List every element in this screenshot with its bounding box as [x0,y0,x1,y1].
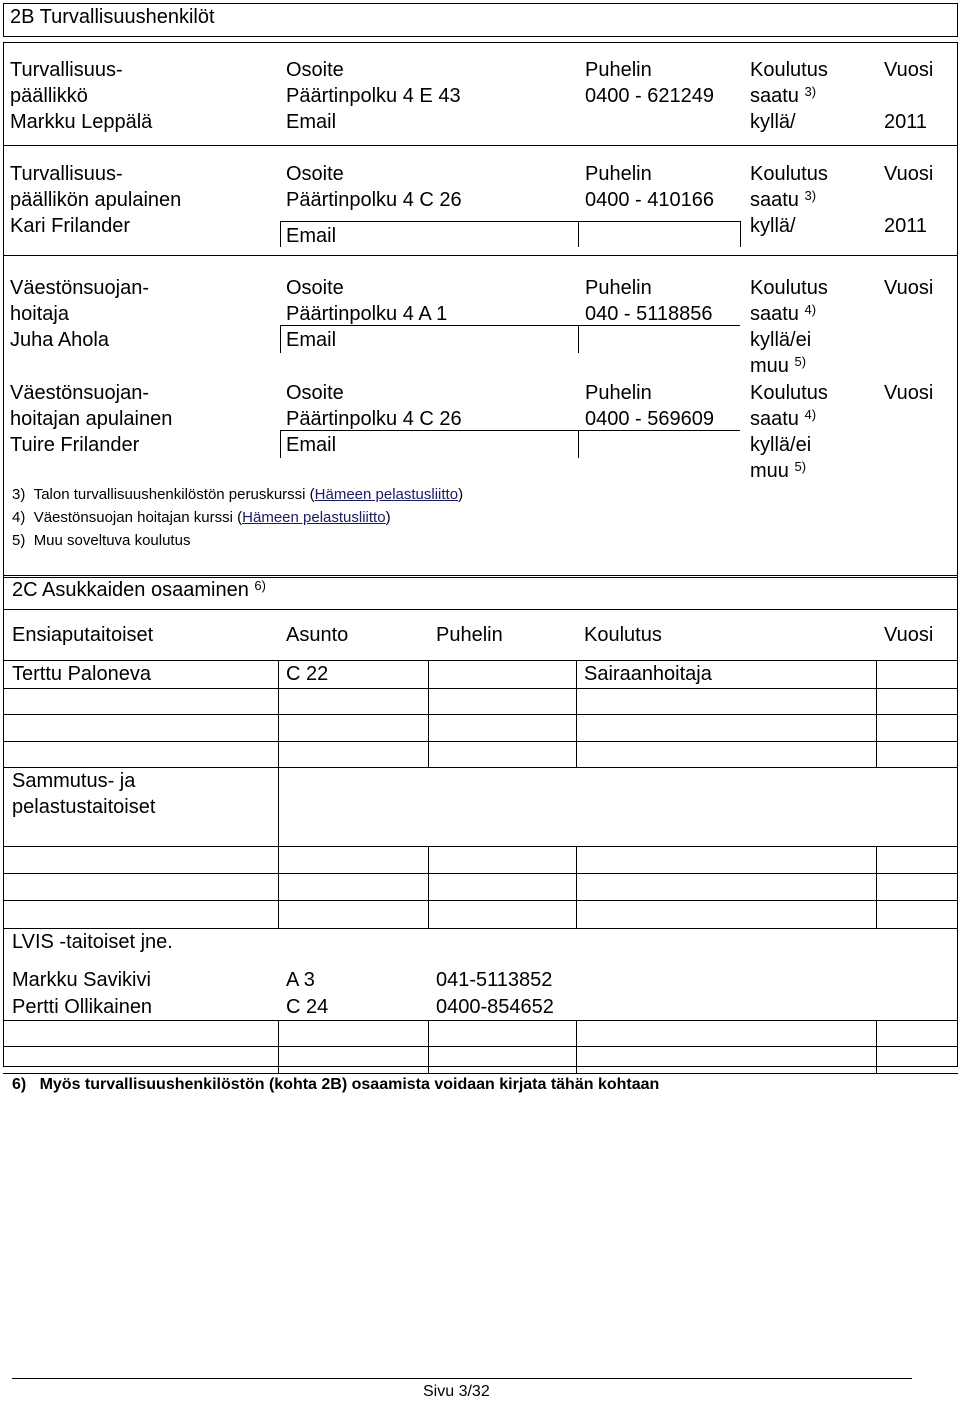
column-rule [576,846,577,928]
footnote-text-end: ) [458,486,464,503]
footer-rule [12,1378,912,1379]
phone-value: 0400 - 569609 [585,408,715,430]
header-apartment: Asunto [286,624,349,646]
role-line: päällikkö [10,85,88,107]
header-year: Vuosi [884,624,934,646]
email-label: Email [286,111,337,133]
resident-phone: 041-5113852 [436,969,553,991]
column-rule [576,660,577,767]
phone-label: Puhelin [585,277,652,299]
column-rule [280,221,281,247]
year-value: 2011 [884,111,928,133]
section-2c-title [12,577,266,603]
row-rule [3,1020,958,1021]
footnote-ref: 5) [794,354,807,369]
footnote-number: 6) [12,1076,27,1093]
training-obtained [750,301,816,327]
resident-phone: 0400-854652 [436,996,554,1018]
other-text: muu [750,355,789,377]
person-name: Markku Leppälä [10,111,153,133]
phone-label: Puhelin [585,163,652,185]
footnote-text: Muu soveltuva koulutus [33,532,191,549]
training-answer: kyllä/ei [750,329,812,351]
page-number: Sivu 3/32 [423,1383,490,1400]
training-other [750,353,806,379]
row-rule [3,900,958,901]
row-rule [3,1046,958,1047]
column-rule [876,1020,877,1073]
role-line: hoitaja [10,303,69,325]
obtained-text: saatu [750,408,799,430]
footnote-6 [12,1073,659,1097]
address-value: Päärtinpolku 4 C 26 [286,189,462,211]
address-email-rule [280,221,740,222]
column-rule [876,846,877,928]
footnote-ref: 4) [804,302,817,317]
phone-value: 0400 - 621249 [585,85,715,107]
column-rule [280,430,281,458]
column-rule [578,221,579,247]
footnote-3 [12,483,463,507]
footnote-4 [12,506,391,530]
other-text: muu [750,460,789,482]
column-rule [740,221,741,247]
header-phone: Puhelin [436,624,503,646]
row-rule [3,714,958,715]
row-rule [3,873,958,874]
phone-value: 0400 - 410166 [585,189,715,211]
year-value: 2011 [884,215,928,237]
resident-name: Pertti Ollikainen [12,996,153,1018]
section-2c-title-text: 2C Asukkaiden osaaminen [12,579,249,601]
training-obtained [750,187,816,213]
footnote-number: 5) [12,532,26,549]
role-line: Turvallisuus- [10,59,123,81]
year-label: Vuosi [884,382,934,404]
footnote-text: Myös turvallisuushenkilöstön (kohta 2B) osaamista voidaan kirjata tähän kohtaan [39,1076,660,1093]
email-label: Email [286,329,337,351]
column-rule [428,660,429,767]
person-name: Kari Frilander [10,215,131,237]
footnote-number: 4) [12,509,26,526]
address-label: Osoite [286,59,344,81]
training-other [750,458,806,484]
address-label: Osoite [286,382,344,404]
role-line: hoitajan apulainen [10,408,173,430]
training-answer: kyllä/ei [750,434,812,456]
column-rule [428,1020,429,1073]
person-name: Tuire Frilander [10,434,140,456]
role-line: päällikön apulainen [10,189,182,211]
column-rule [876,660,877,767]
resident-name: Markku Savikivi [12,969,151,991]
footnote-text: Väestönsuojan hoitajan kurssi ( [33,509,243,526]
training-answer: kyllä/ [750,215,796,237]
year-label: Vuosi [884,163,934,185]
column-rule [578,430,579,458]
email-label: Email [286,434,337,456]
year-label: Vuosi [884,277,934,299]
resident-name: Terttu Paloneva [12,663,151,685]
address-label: Osoite [286,163,344,185]
obtained-text: saatu [750,85,799,107]
phone-label: Puhelin [585,59,652,81]
column-rule [280,325,281,353]
pelastusliitto-link[interactable]: Hämeen pelastusliitto [242,509,386,526]
column-rule [428,846,429,928]
role-line: Turvallisuus- [10,163,123,185]
row-rule [3,741,958,742]
address-label: Osoite [286,277,344,299]
rescue-heading-text: Sammutus- ja pelastustaitoiset [12,770,156,818]
training-label: Koulutus [750,382,828,404]
column-rule [578,325,579,353]
obtained-text: saatu [750,303,799,325]
footnote-5 [12,529,190,553]
phone-value: 040 - 5118856 [585,303,713,325]
lvis-heading: LVIS -taitoiset jne. [12,931,173,953]
person-divider [3,145,958,146]
footnote-ref: 5) [794,459,807,474]
role-line: Väestönsuojan- [10,382,149,404]
header-first-aid: Ensiaputaitoiset [12,624,154,646]
training-label: Koulutus [750,277,828,299]
row-rule [3,846,958,847]
footnote-ref: 3) [804,84,817,99]
address-value: Päärtinpolku 4 C 26 [286,408,462,430]
column-rule [278,1020,279,1073]
rescue-heading [12,768,272,820]
column-rule [576,1020,577,1073]
person-name: Juha Ahola [10,329,109,351]
footnote-text: Talon turvallisuushenkilöstön peruskurssi ( [33,486,315,503]
obtained-text: saatu [750,189,799,211]
column-rule [278,660,279,928]
address-value: Päärtinpolku 4 A 1 [286,303,448,325]
footnote-ref: 3) [804,188,817,203]
resident-training: Sairaanhoitaja [584,663,712,685]
section-2b-title: 2B Turvallisuushenkilöt [10,6,215,28]
training-answer: kyllä/ [750,111,796,133]
row-rule [3,688,958,689]
training-label: Koulutus [750,59,828,81]
footnote-ref: 6) [254,578,266,593]
header-training: Koulutus [584,624,662,646]
training-obtained [750,83,816,109]
resident-apartment: C 24 [286,996,329,1018]
footnote-number: 3) [12,486,26,503]
footnote-text-end: ) [385,509,391,526]
address-value: Päärtinpolku 4 E 43 [286,85,461,107]
training-label: Koulutus [750,163,828,185]
phone-label: Puhelin [585,382,652,404]
pelastusliitto-link[interactable]: Hämeen pelastusliitto [314,486,459,503]
training-obtained [750,406,816,432]
footnote-ref: 4) [804,407,817,422]
role-line: Väestönsuojan- [10,277,149,299]
person-divider [3,255,958,256]
email-label: Email [286,225,337,247]
resident-apartment: A 3 [286,969,315,991]
year-label: Vuosi [884,59,934,81]
row-rule [3,609,958,610]
resident-apartment: C 22 [286,663,329,685]
